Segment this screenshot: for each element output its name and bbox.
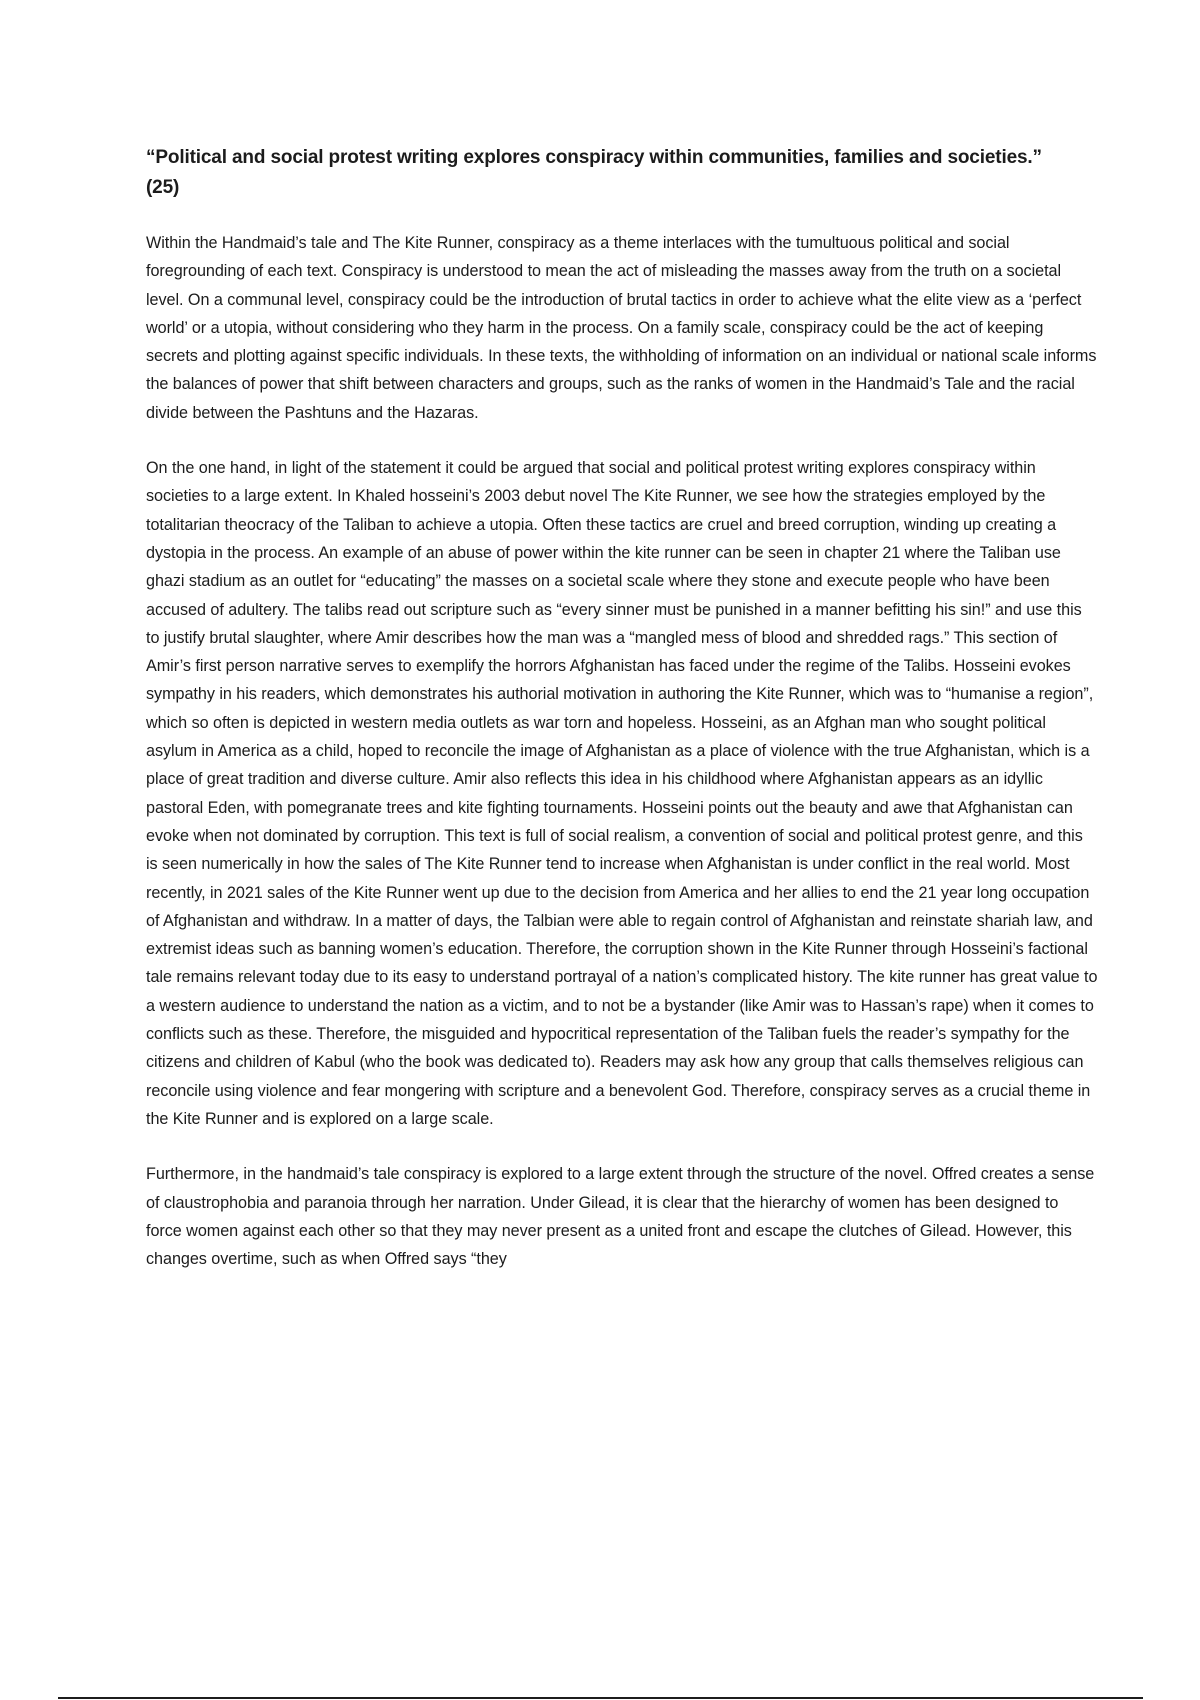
- paragraph-introduction: Within the Handmaid’s tale and The Kite Runner, conspiracy as a theme interlaces with the tumultuous political and social foregrounding of each text. Conspiracy is understood to mean the act of misleading the masses away from the truth on a societal level. On a communal level, conspiracy could be the introduction of brutal tactics in order to achieve what the elite view as a ‘perfect world’ or a utopia, without considering who they harm in the process. On a family scale, conspiracy could be the act of keeping secrets and plotting against specific individuals. In these texts, the withholding of information on an individual or national scale informs the balances of power that shift between characters and groups, such as the ranks of women in the Handmaid’s Tale and the racial divide between the Pashtuns and the Hazaras.: [146, 234, 1097, 422]
- essay-title-marks: (25): [146, 177, 180, 198]
- paragraph-kite-runner: On the one hand, in light of the statement it could be argued that social and political protest writing explores conspiracy within societies to a large extent. In Khaled hosseini’s 2003 debut novel The Kite Runner, we see how the strategies employed by the totalitarian theocracy of the Taliban to achieve a utopia. Often these tactics are cruel and breed corruption, winding up creating a dystopia in the process. An example of an abuse of power within the kite runner can be seen in chapter 21 where the Taliban use ghazi stadium as an outlet for “educating” the masses on a societal scale where they stone and execute people who have been accused of adultery. The talibs read out scripture such as “every sinner must be punished in a manner befitting his sin!” and use this to justify brutal slaughter, where Amir describes how the man was a “mangled mess of blood and shredded rags.” This section of Amir’s first person narrative serves to exemplify the horrors Afghanistan has faced under the regime of the Talibs. Hosseini evokes sympathy in his readers, which demonstrates his authorial motivation in authoring the Kite Runner, which was to “humanise a region”, which so often is depicted in western media outlets as war torn and hopeless. Hosseini, as an Afghan man who sought political asylum in America as a child, hoped to reconcile the image of Afghanistan as a place of violence with the true Afghanistan, which is a place of great tradition and diverse culture. Amir also reflects this idea in his childhood where Afghanistan appears as an idyllic pastoral Eden, with pomegranate trees and kite fighting tournaments. Hosseini points out the beauty and awe that Afghanistan can evoke when not dominated by corruption. This text is full of social realism, a convention of social and political protest genre, and this is seen numerically in how the sales of The Kite Runner tend to increase when Afghanistan is under conflict in the real world. Most recently, in 2021 sales of the Kite Runner went up due to the decision from America and her allies to end the 21 year long occupation of Afghanistan and withdraw. In a matter of days, the Talbian were able to regain control of Afghanistan and reinstate shariah law, and extremist ideas such as banning women’s education. Therefore, the corruption shown in the Kite Runner through Hosseini’s factional tale remains relevant today due to its easy to understand portrayal of a nation’s complicated history. The kite runner has great value to a western audience to understand the nation as a victim, and to not be a bystander (like Amir was to Hassan’s rape) when it comes to conflicts such as these. Therefore, the misguided and hypocritical representation of the Taliban fuels the reader’s sympathy for the citizens and children of Kabul (who the book was dedicated to). Readers may ask how any group that calls themselves religious can reconcile using violence and fear mongering with scripture and a benevolent God. Therefore, conspiracy serves as a crucial theme in the Kite Runner and is explored on a large scale.: [146, 459, 1098, 1128]
- essay-title: [146, 143, 1098, 203]
- paragraph-handmaids-tale: Furthermore, in the handmaid’s tale conspiracy is explored to a large extent through the structure of the novel. Offred creates a sense of claustrophobia and paranoia through her narration. Under Gilead, it is clear that the hierarchy of women has been designed to force women against each other so that they may never present as a united front and escape the clutches of Gilead. However, this changes overtime, such as when Offred says “they: [146, 1165, 1095, 1269]
- document-content: [146, 143, 1098, 1300]
- footer-divider: [58, 1697, 1143, 1699]
- essay-title-question: “Political and social protest writing explores conspiracy within communities, families and societies.”: [146, 147, 1042, 168]
